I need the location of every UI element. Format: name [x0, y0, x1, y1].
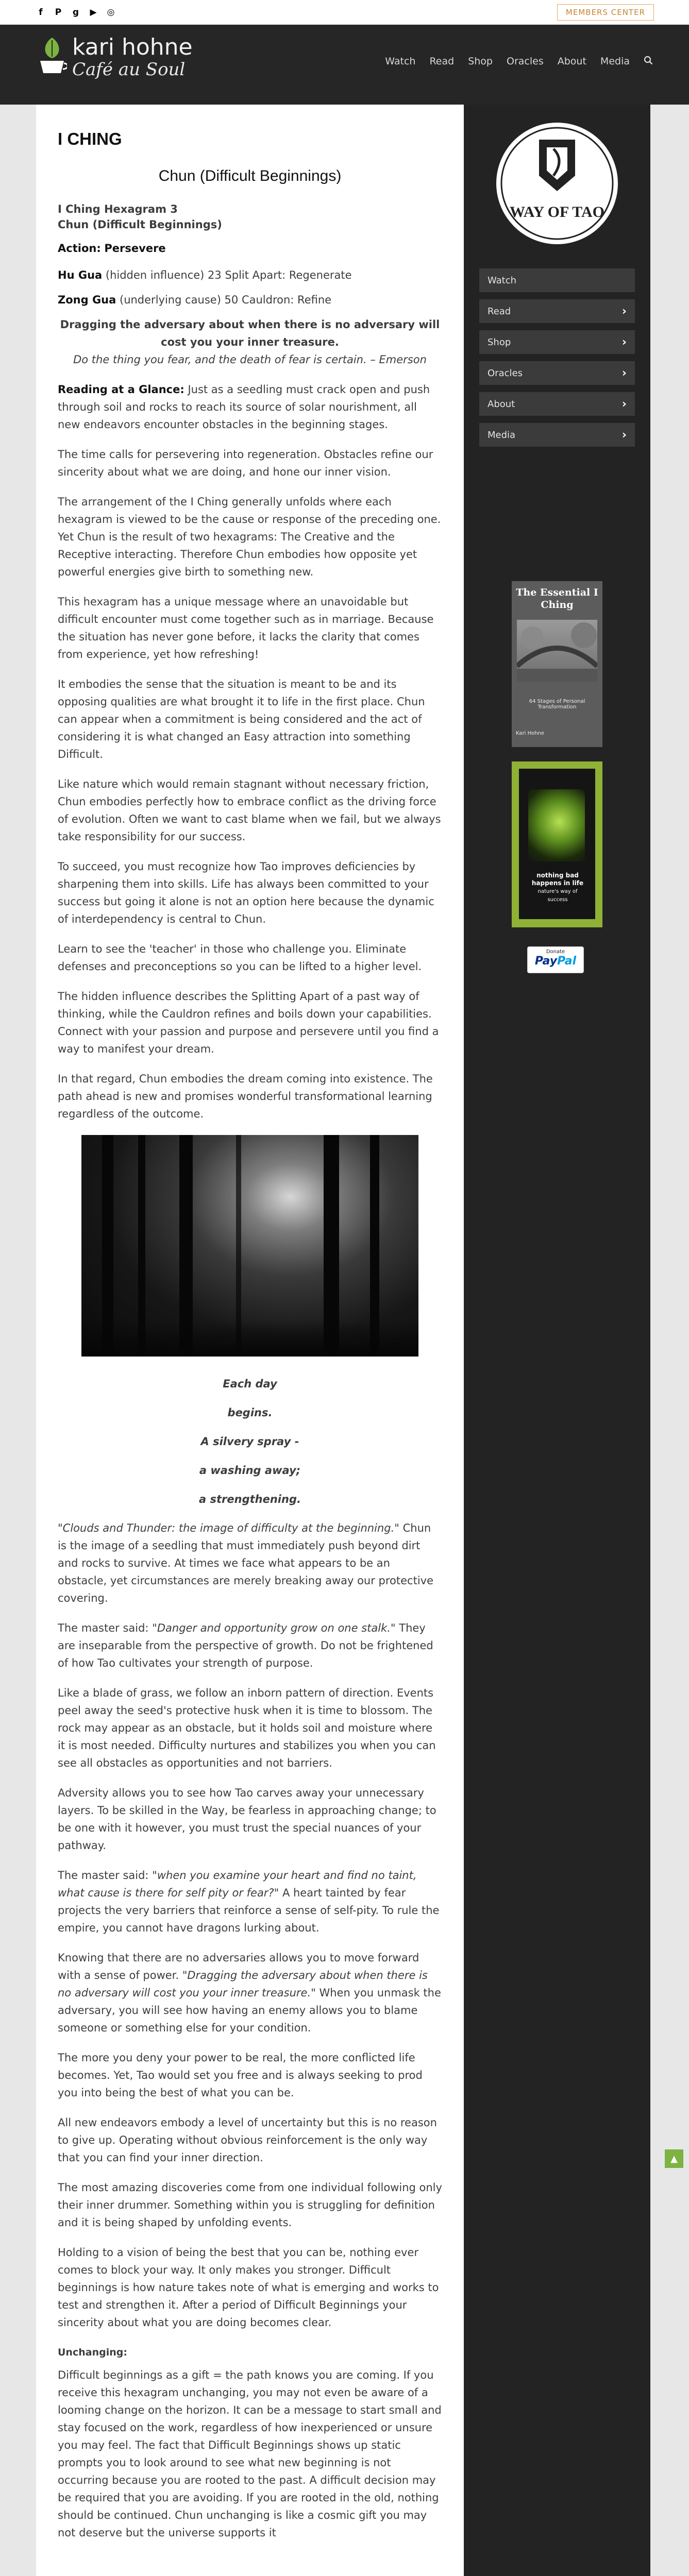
- adversary-quote: Dragging the adversary about when there is no adversary will cost you your inner treasure.: [60, 318, 440, 348]
- poem-line: begins.: [227, 1406, 273, 1419]
- article-title: Chun (Difficult Beginnings): [158, 167, 342, 184]
- bridge-photo: [517, 620, 597, 682]
- nav-about[interactable]: About: [557, 56, 586, 67]
- paragraph: To succeed, you must recognize how Tao improves deficiencies by sharpening them into skills. Life has always been committed to your success but going it alone is not an option here because the dynamic of interdependency is central to Chun.: [58, 860, 434, 925]
- social-links: [35, 7, 116, 18]
- poem-line: a strengthening.: [199, 1493, 301, 1505]
- sidebar-item-watch[interactable]: Watch: [479, 268, 635, 292]
- scroll-to-top-button[interactable]: ▲: [665, 2149, 683, 2168]
- poem-line: A silvery spray -: [200, 1435, 299, 1448]
- leaf-image: [528, 789, 585, 861]
- misty-forest-image: [81, 1135, 418, 1357]
- search-icon[interactable]: [644, 55, 653, 67]
- paragraph: The time calls for persevering into regeneration. Obstacles refine our sincerity about what we are doing, and hone our inner vision.: [58, 448, 433, 478]
- paragraph: Like a blade of grass, we follow an inborn pattern of direction. Events peel away the seed's protective husk when it is time to blossom. The rock may appear as an obstacle, but it holds soil and moisture where it is most needed. Difficulty nurtures and stabilizes you when you can see all obstacles as opportunities and not barriers.: [58, 1687, 436, 1769]
- site-header: [0, 25, 689, 105]
- chevron-right-icon[interactable]: ›: [621, 428, 627, 442]
- poem-line: a washing away;: [199, 1464, 301, 1477]
- chevron-right-icon[interactable]: ›: [621, 335, 627, 349]
- paragraph: The arrangement of the I Ching generally unfolds where each hexagram is viewed to be the cause or response of the preceding one. Yet Chun is the result of two hexagrams: The Creative and the Receptive interacting. Therefore Chun embodies how opposite yet powerful energies give birth to something new.: [58, 496, 441, 578]
- sidebar-item-about[interactable]: About ›: [479, 392, 635, 416]
- poem: [58, 1375, 442, 1508]
- paragraph: In that regard, Chun embodies the dream coming into existence. The path ahead is new and promises wonderful transformational learning regardless of the outcome.: [58, 1073, 433, 1120]
- youtube-icon[interactable]: ▶: [90, 7, 97, 18]
- chevron-right-icon[interactable]: ›: [621, 304, 627, 318]
- sidebar-item-oracles[interactable]: Oracles ›: [479, 361, 635, 385]
- hexagram-heading: I Ching Hexagram 3 Chun (Difficult Beginnings): [58, 203, 222, 231]
- book-author: Kari Hohne: [516, 731, 545, 736]
- goodreads-icon[interactable]: g: [72, 7, 79, 18]
- paragraph: It embodies the sense that the situation is meant to be and its opposing qualities are what brought it to life in the first place. Chun can appear when a commitment is being considered and the act of considering it is what changed an Easy attraction into something Difficult.: [58, 678, 425, 760]
- article-content: [36, 105, 464, 2576]
- clouds-paragraph: "Clouds and Thunder: the image of difficulty at the beginning." Chun is the image of a seedling that must immediately push beyond dirt and rocks to survive. At times we face what appears to be an obstacle, yet circumstances are merely breaking away our protective covering.: [58, 1522, 434, 1604]
- coffee-leaf-icon: [37, 35, 67, 76]
- sidebar-item-shop[interactable]: Shop ›: [479, 330, 635, 354]
- sidebar-menu: [479, 268, 635, 454]
- page-gutter-right: [650, 105, 689, 2576]
- sidebar-item-read[interactable]: Read ›: [479, 299, 635, 323]
- top-bar: [0, 0, 689, 25]
- paypal-donate-button[interactable]: Donate PayPal: [527, 946, 584, 973]
- glance-paragraph: Reading at a Glance: Just as a seedling must crack open and push through soil and rocks to reach its source of solar nourishment, all new endeavors encounter obstacles in the beginning stages.: [58, 383, 430, 431]
- master-said-1: The master said: "Danger and opportunity grow on one stalk." They are inseparable from the perspective of growth. Do not be frightened of how Tao cultivates your strength of purpose.: [58, 1622, 433, 1669]
- nav-watch[interactable]: Watch: [385, 56, 416, 67]
- poem-line: Each day: [223, 1378, 277, 1390]
- essential-i-ching-book[interactable]: [512, 581, 602, 747]
- knowing-paragraph: Knowing that there are no adversaries allows you to move forward with a sense of power. "Dragging the adversary about when there is no adversary will cost you your inner treasure." When you unmask the adversary, you will see how having an enemy allows you to blame someone or something else for your condition.: [58, 1952, 441, 2034]
- nav-shop[interactable]: Shop: [468, 56, 493, 67]
- instagram-icon[interactable]: ◎: [107, 7, 115, 18]
- master-said-2: The master said: "when you examine your heart and find no taint, what cause is there for self pity or fear?" A heart tainted by fear projects the very barriers that reinforce a sense of self-pity. To rule the empire, you cannot have dragons lurking about.: [58, 1869, 440, 1934]
- page-gutter-left: [0, 105, 36, 2576]
- paragraph: Like nature which would remain stagnant without necessary friction, Chun embodies perfectly how to embrace conflict as the driving force of evolution. Often we want to cast blame when we fail, but we always take responsibility for our success.: [58, 778, 441, 843]
- nav-read[interactable]: Read: [429, 56, 455, 67]
- book-subtitle: 64 Stages of Personal Transformation: [529, 699, 585, 710]
- paragraph: The more you deny your power to be real, the more conflicted life becomes. Yet, Tao would set you free and is always seeking to prod you into being the best of what you can be.: [58, 2052, 423, 2099]
- paragraph: Holding to a vision of being the best that you can be, nothing ever comes to block your way. It only makes you stronger. Difficult beginnings is how nature takes note of what is emerging and works to test and strengthen it. After a period of Difficult Beginnings your sincerity about what you are doing becomes clear.: [58, 2246, 439, 2329]
- category-title: I CHING: [58, 129, 122, 148]
- sidebar-item-media[interactable]: Media ›: [479, 423, 635, 447]
- book-title: nothing bad happens in life nature's way of success: [531, 872, 584, 903]
- paragraph: Adversity allows you to see how Tao carves away your unnecessary layers. To be skilled in the Way, be fearless in approaching change; to be one with it however, you must trust the special nuances of your pathway.: [58, 1787, 436, 1852]
- nothing-bad-happens-book[interactable]: [512, 761, 602, 927]
- paragraph: The most amazing discoveries come from one individual following only their inner drummer. Something within you is struggling for definition and it is being shaped by unfolding events.: [58, 2181, 442, 2229]
- unchanging-paragraph: Difficult beginnings as a gift = the path knows you are coming. If you receive this hexagram unchanging, you may not even be aware of a looming change on the horizon. It can be a message to start small and stay focused on the work, regardless of how inexperienced or unsure you may feel. The fact that Difficult Beginnings shows up static prompts you to look around to see what new beginning is not occurring because you are rooted to the past. A difficult decision may be required that you are avoiding. If you are rooted in the old, nothing should be continued. Chun unchanging is like a cosmic gift you may not deserve but the universe supports it: [58, 2369, 442, 2539]
- logo-text: WAY OF TAO: [510, 204, 604, 221]
- nav-media[interactable]: Media: [600, 56, 630, 67]
- members-center-button[interactable]: MEMBERS CENTER: [557, 4, 654, 21]
- emerson-quote: Do the thing you fear, and the death of fear is certain. – Emerson: [73, 353, 427, 366]
- action-line: Action: Persevere: [58, 242, 166, 255]
- logo-name: kari hohne: [72, 34, 193, 60]
- logo-tagline: Café au Soul: [72, 59, 186, 80]
- paragraph: The hidden influence describes the Splitting Apart of a past way of thinking, while the Cauldron refines and boils down your capabilities. Connect with your passion and purpose and persevere until you find a way to manifest your dream.: [58, 990, 439, 1055]
- facebook-icon[interactable]: f: [39, 7, 43, 18]
- nav-oracles[interactable]: Oracles: [507, 56, 544, 67]
- chevron-right-icon[interactable]: ›: [621, 397, 627, 411]
- chevron-right-icon[interactable]: ›: [621, 366, 627, 380]
- unchanging-heading: Unchanging:: [58, 2347, 127, 2358]
- main-nav: [385, 55, 653, 67]
- book-title: The Essential I Ching: [516, 587, 598, 611]
- paragraph: All new endeavors embody a level of uncertainty but this is no reason to give up. Operating without obvious reinforcement is the only way that you can find your inner direction.: [58, 2116, 437, 2164]
- site-logo[interactable]: [37, 35, 193, 79]
- hu-gua-line: Hu Gua (hidden influence) 23 Split Apart: Regenerate: [58, 269, 352, 281]
- zong-gua-line: Zong Gua (underlying cause) 50 Cauldron: Refine: [58, 294, 332, 306]
- paragraph: Learn to see the 'teacher' in those who challenge you. Eliminate defenses and preconceptions so you can be lifted to a higher level.: [58, 943, 422, 973]
- way-of-tao-logo[interactable]: [493, 119, 621, 248]
- paragraph: This hexagram has a unique message where an unavoidable but difficult encounter must come together such as in marriage. Because the situation has never gone before, it lacks the clarity that comes from experience, yet how refreshing!: [58, 596, 434, 660]
- sidebar: [464, 105, 650, 2576]
- pinterest-icon[interactable]: P: [55, 7, 62, 18]
